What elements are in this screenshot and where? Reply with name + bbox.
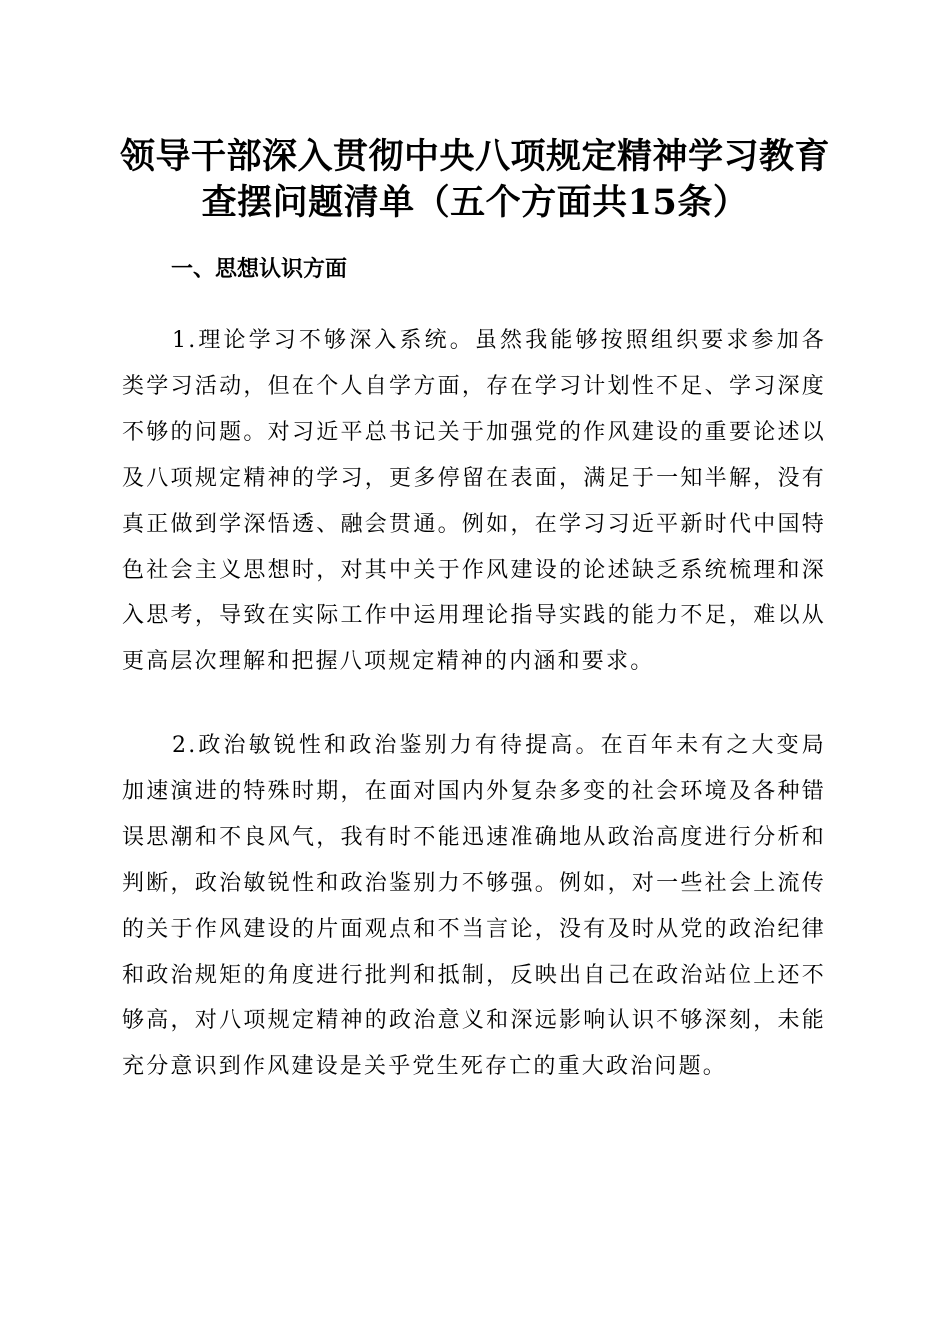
title-line-2: 查摆问题清单（五个方面共15条） <box>201 182 749 223</box>
title-line-1: 领导干部深入贯彻中央八项规定精神学习教育 <box>119 136 830 177</box>
paragraph-item-2: 2.政治敏锐性和政治鉴别力有待提高。在百年未有之大变局加速演进的特殊时期，在面对国内外复杂多变的社会环境及各种错误思潮和不良风气，我有时不能迅速准确地从政治高度进行分析和判断，政治敏锐性和政治鉴别力不够强。例如，对一些社会上流传的关于作风建设的片面观点和不当言论，没有及时从党的政治纪律和政治规矩的角度进行批判和抵制，反映出自己在政治站位上还不够高，对八项规定精神的政治意义和深远影响认识不够深刻，未能充分意识到作风建设是关乎党生死存亡的重大政治问题。 <box>122 733 826 1080</box>
section-heading-ideology: 一、思想认识方面 <box>171 257 348 282</box>
document-title <box>100 134 850 226</box>
paragraph-item-1: 1.理论学习不够深入系统。虽然我能够按照组织要求参加各类学习活动，但在个人自学方面，存在学习计划性不足、学习深度不够的问题。对习近平总书记关于加强党的作风建设的重要论述以及八项规定精神的学习，更多停留在表面，满足于一知半解，没有真正做到学深悟透、融会贯通。例如，在学习习近平新时代中国特色社会主义思想时，对其中关于作风建设的论述缺乏系统梳理和深入思考，导致在实际工作中运用理论指导实践的能力不足，难以从更高层次理解和把握八项规定精神的内涵和要求。 <box>122 328 826 675</box>
